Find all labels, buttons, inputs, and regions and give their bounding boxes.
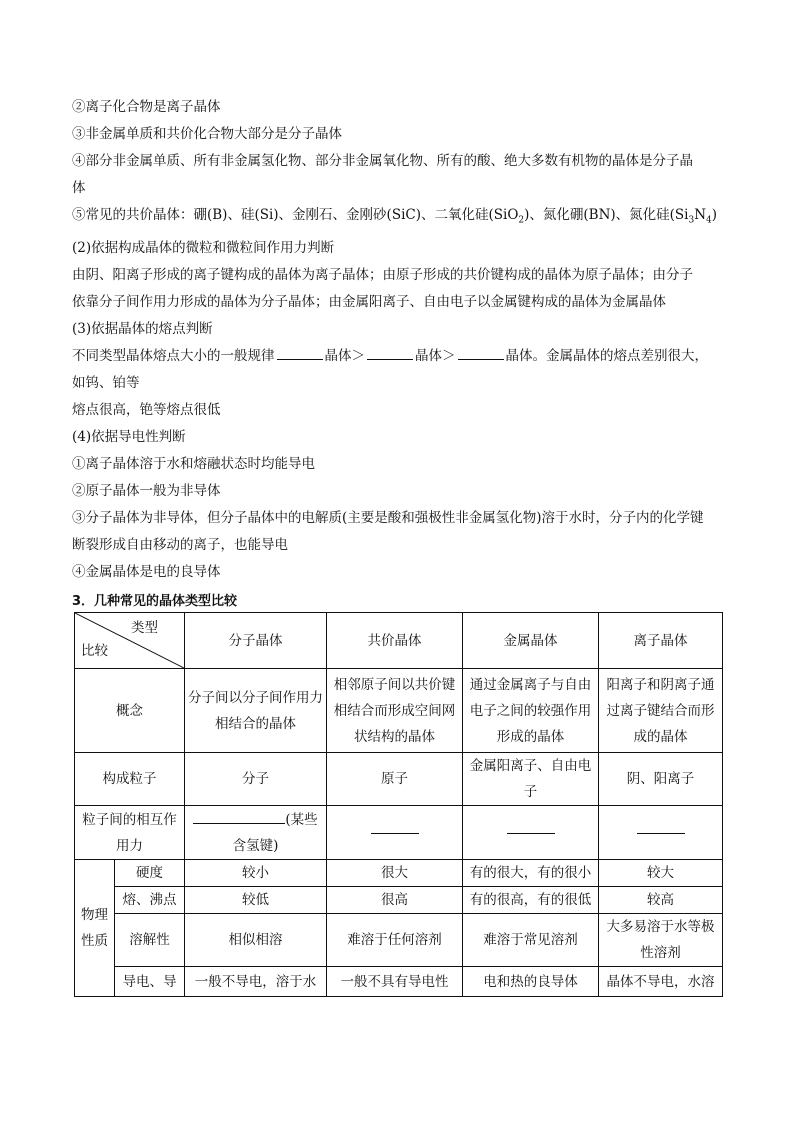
table-corner-cell: [75, 613, 185, 669]
table-cell: 金属阳离子、自由电子: [463, 753, 599, 806]
corner-label-type: 类型: [131, 620, 158, 636]
row-group-label: 物理性质: [75, 860, 115, 997]
table-cell: 阴、阳离子: [599, 753, 723, 806]
text-line: (3)依据晶体的熔点判断: [72, 320, 213, 337]
fill-blank: [458, 345, 504, 360]
table-cell: 相似相溶: [185, 914, 327, 967]
column-header: 金属晶体: [463, 613, 599, 669]
table-cell: 阳离子和阴离子通过离子键结合而形成的晶体: [599, 669, 723, 753]
table-cell: 分子间以分子间作用力相结合的晶体: [185, 669, 327, 753]
text-line-melting-rule: 不同类型晶体熔点大小的一般规律 晶体＞ 晶体＞ 晶体。金属晶体的熔点差别很大，: [72, 343, 724, 370]
table-cell: 有的很大，有的很小: [463, 860, 599, 887]
table-cell: 难溶于任何溶剂: [327, 914, 463, 967]
text-line-covalent-crystals: ⑤常见的共价晶体：硼(B)、硅(Si)、金刚石、金刚砂(SiC)、二氧化硅(SiO$_2$)、氮化硼(BN)、氮化硅$(Si_3N_4)$: [72, 207, 718, 226]
text-line: ②原子晶体一般为非导体: [72, 482, 221, 499]
text-line: 由阴、阳离子形成的离子键构成的晶体为离子晶体；由原子形成的共价键构成的晶体为原子晶体；由分子: [72, 266, 693, 283]
table-cell: [327, 806, 463, 860]
text-line: ④部分非金属单质、所有非金属氢化物、部分非金属氧化物、所有的酸、绝大多数有机物的晶体是分子晶: [72, 153, 693, 169]
text-line: 依靠分子间作用力形成的晶体为分子晶体；由金属阳离子、自由电子以金属键构成的晶体为金属晶体: [72, 293, 666, 310]
table-cell: (某些含氢键): [185, 806, 327, 860]
text-line: ④金属晶体是电的良导体: [72, 563, 221, 580]
table-cell: 较低: [185, 887, 327, 914]
crystal-comparison-table: [74, 612, 723, 997]
text-line: 如钨、铂等: [72, 374, 140, 391]
text-line: (4)依据导电性判断: [72, 428, 186, 445]
text-line: 体: [72, 180, 86, 196]
column-header: 共价晶体: [327, 613, 463, 669]
text-line: (2)依据构成晶体的微粒和微粒间作用力判断: [72, 239, 335, 256]
table-cell: 较大: [599, 860, 723, 887]
fill-blank: [277, 345, 323, 360]
column-header: 分子晶体: [185, 613, 327, 669]
corner-label-compare: 比较: [81, 643, 108, 659]
table-cell: 原子: [327, 753, 463, 806]
text-line: ③分子晶体为非导体，但分子晶体中的电解质(主要是酸和强极性非金属氢化物)溶于水时，分子内的化学键: [72, 509, 704, 526]
table-cell: 电和热的良导体: [463, 967, 599, 997]
row-label: 构成粒子: [75, 753, 185, 806]
table-cell: 晶体不导电，水溶: [599, 967, 723, 997]
row-label: 熔、沸点: [115, 887, 185, 914]
table-cell: 通过金属离子与自由电子之间的较强作用形成的晶体: [463, 669, 599, 753]
table-cell: 有的很高，有的很低: [463, 887, 599, 914]
table-cell: 较小: [185, 860, 327, 887]
section-title: 3．几种常见的晶体类型比较: [72, 593, 238, 609]
document-body: [72, 94, 724, 615]
text-line: ①离子晶体溶于水和熔融状态时均能导电: [72, 455, 315, 472]
table-cell: 难溶于常见溶剂: [463, 914, 599, 967]
fill-blank: [193, 809, 285, 824]
row-label: 导电、导: [115, 967, 185, 997]
table-cell: 大多易溶于水等极性溶剂: [599, 914, 723, 967]
text-line: ②离子化合物是离子晶体: [72, 99, 221, 115]
table-cell: 较高: [599, 887, 723, 914]
column-header: 离子晶体: [599, 613, 723, 669]
text-line: 断裂形成自由移动的离子，也能导电: [72, 536, 288, 553]
table-cell: 很高: [327, 887, 463, 914]
table-cell: 分子: [185, 753, 327, 806]
table-cell: [599, 806, 723, 860]
table-cell: 一般不导电，溶于水: [185, 967, 327, 997]
table-cell: 很大: [327, 860, 463, 887]
table-cell: [463, 806, 599, 860]
row-label: 硬度: [115, 860, 185, 887]
text-line: 熔点很高，铯等熔点很低: [72, 401, 221, 418]
text-line: ③非金属单质和共价化合物大部分是分子晶体: [72, 126, 342, 142]
row-label: 概念: [75, 669, 185, 753]
row-label: 溶解性: [115, 914, 185, 967]
table-cell: 相邻原子间以共价键相结合而形成空间网状结构的晶体: [327, 669, 463, 753]
row-label: 粒子间的相互作用力: [75, 806, 185, 860]
table-cell: 一般不具有导电性: [327, 967, 463, 997]
fill-blank: [507, 832, 555, 834]
fill-blank: [371, 832, 419, 834]
fill-blank: [637, 832, 685, 834]
fill-blank: [367, 345, 413, 360]
